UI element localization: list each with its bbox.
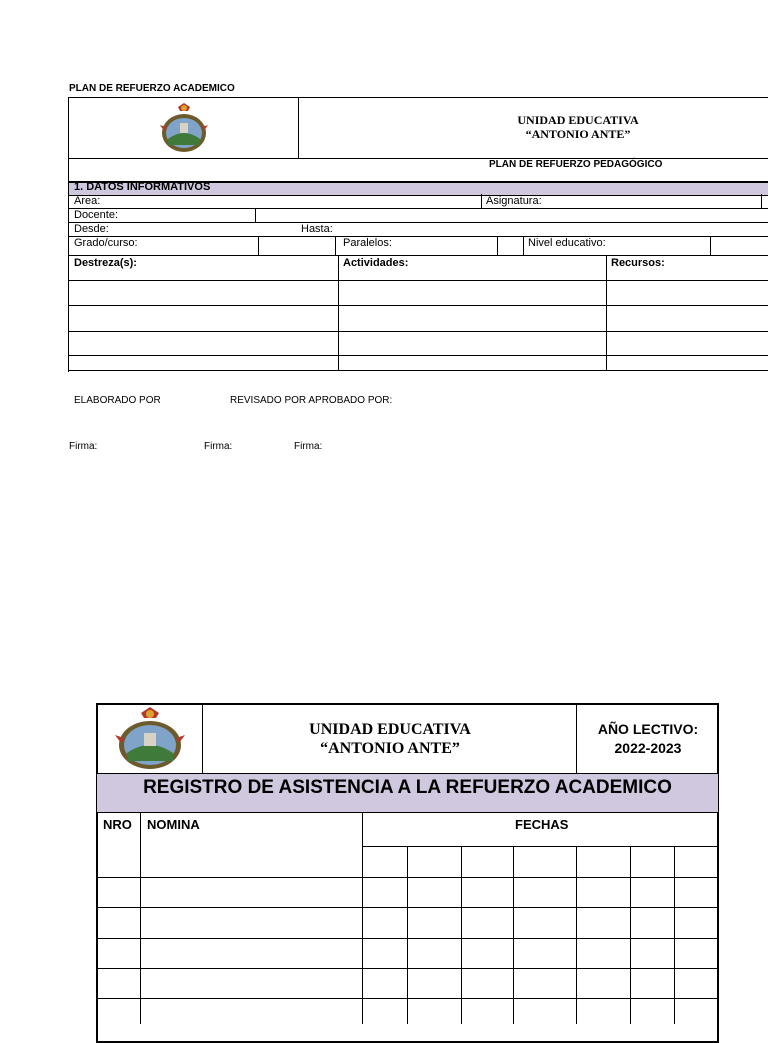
col-destrezas: Destreza(s): <box>74 257 137 269</box>
hasta-field[interactable] <box>340 223 760 236</box>
revisado-label: REVISADO POR APROBADO POR: <box>230 395 393 406</box>
year-value: 2022-2023 <box>614 740 682 756</box>
attendance-school-name: UNIDAD EDUCATIVA <box>309 721 471 738</box>
school-logo-icon <box>158 101 210 155</box>
firma-aprobado: Firma: <box>294 441 323 452</box>
col-actividades: Actividades: <box>343 257 409 269</box>
asignatura-field[interactable] <box>546 195 760 208</box>
section-title: 1. DATOS INFORMATIVOS <box>74 181 211 193</box>
asignatura-label: Asignatura: <box>486 195 542 207</box>
school-quote: “ANTONIO ANTE” <box>525 127 631 141</box>
nivel-field[interactable] <box>711 237 768 254</box>
attendance-school-quote: “ANTONIO ANTE” <box>320 740 460 757</box>
area-field[interactable] <box>256 195 481 208</box>
col-recursos: Recursos: <box>611 257 665 269</box>
paralelos-label: Paralelos: <box>343 237 392 249</box>
col-fechas: FECHAS <box>515 817 569 832</box>
school-name: UNIDAD EDUCATIVA <box>517 113 639 127</box>
grado-label: Grado/curso: <box>74 237 138 249</box>
desde-label: Desde: <box>74 223 109 235</box>
elaborado-label: ELABORADO POR <box>74 395 161 406</box>
desde-field[interactable] <box>120 223 295 236</box>
hasta-label: Hasta: <box>301 223 333 235</box>
nivel-label: Nivel educativo: <box>528 237 606 249</box>
grado-field[interactable] <box>259 237 335 254</box>
area-label: Area: <box>74 195 101 207</box>
firma-elaborado: Firma: <box>69 441 98 452</box>
page-title: PLAN DE REFUERZO ACADEMICO <box>69 83 235 94</box>
plan-title: PLAN DE REFUERZO PEDAGÓGICO <box>489 159 663 170</box>
docente-field[interactable] <box>256 209 756 222</box>
attendance-title: REGISTRO DE ASISTENCIA A LA REFUERZO ACADEMICO <box>143 777 672 798</box>
year-label: AÑO LECTIVO: <box>597 721 699 737</box>
docente-label: Docente: <box>74 209 119 221</box>
col-nomina: NOMINA <box>147 817 200 832</box>
school-logo-icon <box>113 705 187 771</box>
col-nro: NRO <box>103 817 132 832</box>
firma-revisado: Firma: <box>204 441 233 452</box>
paralelos-field[interactable] <box>498 237 523 254</box>
